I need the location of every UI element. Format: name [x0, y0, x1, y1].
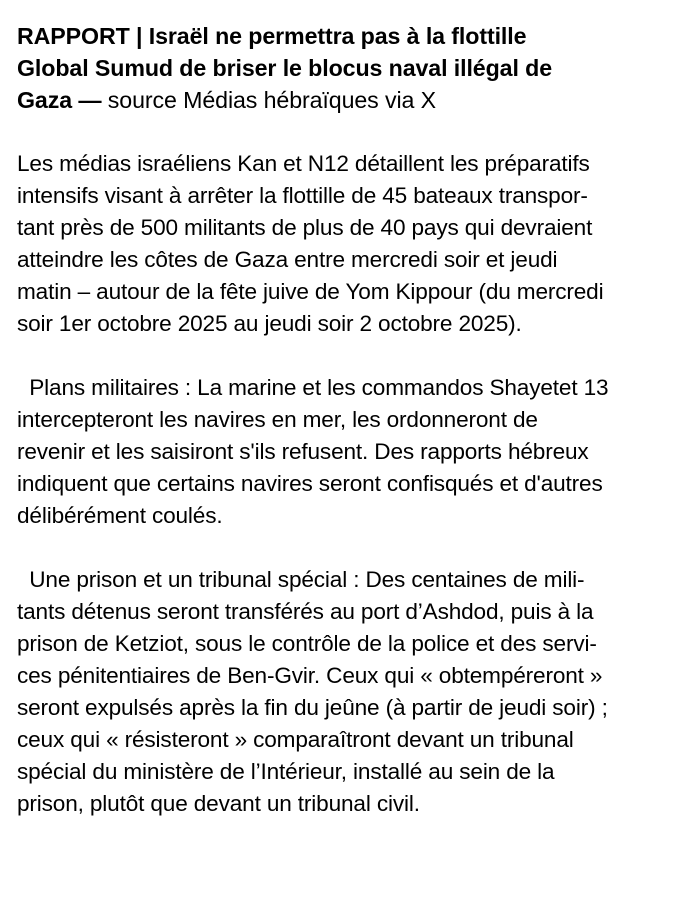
- paragraph-line: ceux qui « résisteront » comparaîtront devant un tribunal: [17, 727, 574, 752]
- paragraph-line: Une prison et un tribunal spécial : Des centaines de mili-: [17, 567, 585, 592]
- paragraph-line: seront expulsés après la fin du jeûne (à partir de jeudi soir) ;: [17, 695, 608, 720]
- document: [17, 20, 677, 820]
- headline-line: Global Sumud de briser le blocus naval illégal de: [17, 55, 553, 81]
- paragraph-line: atteindre les côtes de Gaza entre mercredi soir et jeudi: [17, 247, 558, 272]
- paragraph-line: délibérément coulés.: [17, 503, 223, 528]
- headline-source-line: [17, 84, 677, 116]
- paragraph-line: ces pénitentiaires de Ben-Gvir. Ceux qui « obtempéreront »: [17, 663, 603, 688]
- paragraph-spacer: [17, 532, 677, 564]
- paragraph-line: Les médias israéliens Kan et N12 détaillent les préparatifs: [17, 151, 590, 176]
- paragraph-line: spécial du ministère de l’Intérieur, installé au sein de la: [17, 759, 555, 784]
- source-attribution: source Médias hébraïques via X: [101, 87, 437, 113]
- paragraph-line: indiquent que certains navires seront confisqués et d'autres: [17, 471, 603, 496]
- paragraph-line: Plans militaires : La marine et les commandos Shayetet 13: [17, 375, 609, 400]
- paragraph-line: prison, plutôt que devant un tribunal civil.: [17, 791, 420, 816]
- paragraph-line: revenir et les saisiront s'ils refusent. Des rapports hébreux: [17, 439, 589, 464]
- paragraph-intro: [17, 148, 677, 340]
- paragraph-military-plans: [17, 372, 677, 532]
- paragraph-spacer: [17, 116, 677, 148]
- headline: [17, 20, 677, 116]
- paragraph-prison-tribunal: [17, 564, 677, 820]
- paragraph-line: matin – autour de la fête juive de Yom Kippour (du mercredi: [17, 279, 604, 304]
- headline-line: RAPPORT | Israël ne permettra pas à la flottille: [17, 23, 527, 49]
- paragraph-line: prison de Ketziot, sous le contrôle de la police et des servi-: [17, 631, 597, 656]
- paragraph-line: tants détenus seront transférés au port d’Ashdod, puis à la: [17, 599, 594, 624]
- paragraph-line: soir 1er octobre 2025 au jeudi soir 2 octobre 2025).: [17, 311, 522, 336]
- paragraph-line: intercepteront les navires en mer, les ordonneront de: [17, 407, 538, 432]
- headline-last-bold: Gaza —: [17, 87, 102, 113]
- paragraph-line: intensifs visant à arrêter la flottille de 45 bateaux transpor-: [17, 183, 588, 208]
- paragraph-line: tant près de 500 militants de plus de 40 pays qui devraient: [17, 215, 593, 240]
- paragraph-spacer: [17, 340, 677, 372]
